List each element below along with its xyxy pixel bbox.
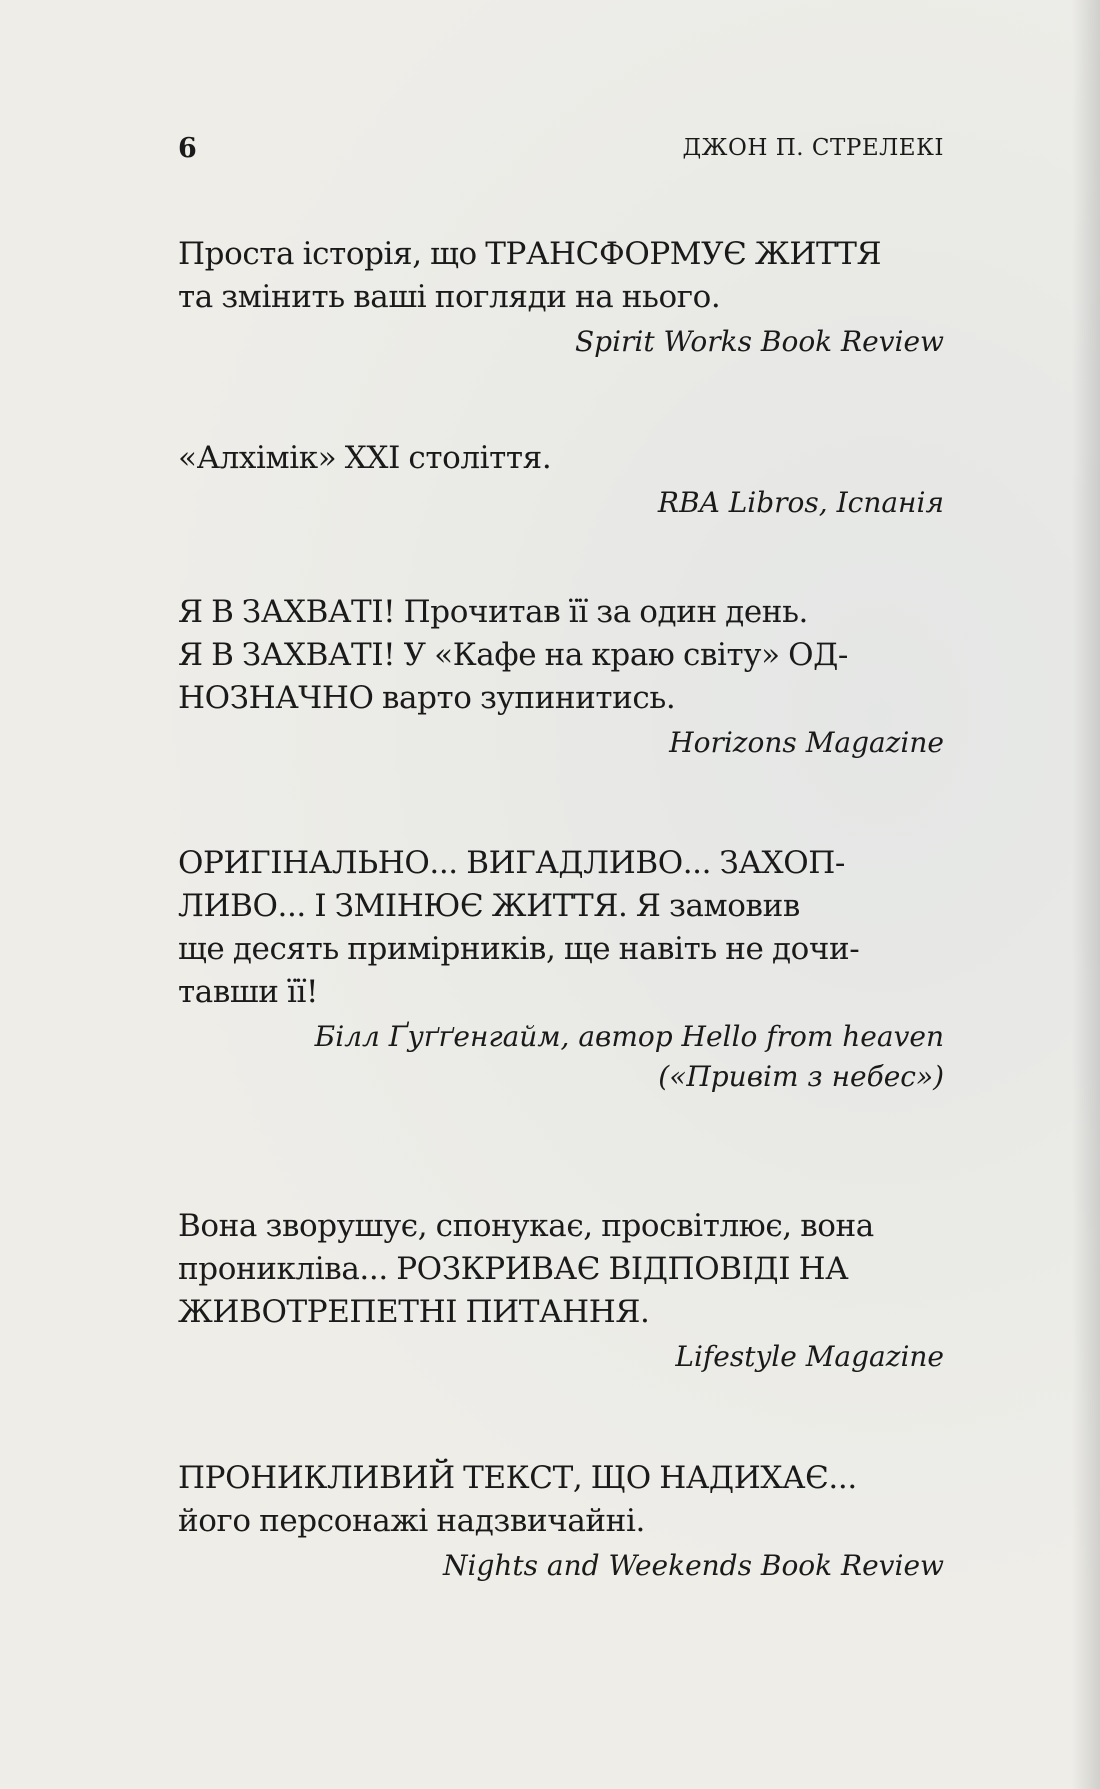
quote-2 xyxy=(178,437,944,523)
quote-6 xyxy=(178,1457,944,1586)
quote-line: «Алхімік» XXI століття. xyxy=(178,440,552,476)
quote-line: Проста історія, що ТРАНСФОРМУЄ ЖИТТЯ xyxy=(178,236,882,272)
quote-source: Spirit Works Book Review xyxy=(574,325,944,358)
quote-text xyxy=(178,437,944,480)
quote-line: НОЗНАЧНО варто зупинитись. xyxy=(178,680,676,716)
quote-text xyxy=(178,1457,944,1543)
quote-source-line2: («Привіт з небес») xyxy=(658,1060,944,1093)
quote-line: Я В ЗАХВАТІ! Прочитав її за один день. xyxy=(178,594,808,630)
page-number: 6 xyxy=(178,133,197,164)
quote-source: Lifestyle Magazine xyxy=(675,1340,944,1373)
quote-line: ПРОНИКЛИВИЙ ТЕКСТ, ЩО НАДИХАЄ... xyxy=(178,1460,857,1496)
quote-line: та змінить ваші погляди на нього. xyxy=(178,279,721,315)
quote-4 xyxy=(178,842,944,1097)
quote-line: проникліва... РОЗКРИВАЄ ВІДПОВІДІ НА xyxy=(178,1251,849,1287)
quote-line: його персонажі надзвичайні. xyxy=(178,1503,645,1539)
quote-line: ЖИВОТРЕПЕТНІ ПИТАННЯ. xyxy=(178,1294,650,1330)
page-edge-shadow xyxy=(1072,0,1100,1789)
quote-line: тавши її! xyxy=(178,974,319,1010)
quote-5 xyxy=(178,1205,944,1377)
quote-line: ще десять примірників, ще навіть не дочи- xyxy=(178,931,860,967)
quote-text xyxy=(178,233,944,319)
quote-source: RBA Libros, Іспанія xyxy=(657,486,944,519)
quote-1 xyxy=(178,233,944,362)
running-head-author: ДЖОН П. СТРЕЛЕКІ xyxy=(682,135,944,161)
quote-text xyxy=(178,842,944,1014)
quote-line: Вона зворушує, спонукає, просвітлює, вона xyxy=(178,1208,874,1244)
quote-source: Horizons Magazine xyxy=(669,726,944,759)
quote-line: Я В ЗАХВАТІ! У «Кафе на краю світу» ОД- xyxy=(178,637,849,673)
quote-source: Білл Ґуґґенгайм, автор Hello from heaven xyxy=(314,1020,944,1053)
quote-source: Nights and Weekends Book Review xyxy=(442,1549,944,1582)
quote-text xyxy=(178,591,944,720)
quote-line: ОРИГІНАЛЬНО... ВИГАДЛИВО... ЗАХОП- xyxy=(178,845,845,881)
quote-line: ЛИВО... І ЗМІНЮЄ ЖИТТЯ. Я замовив xyxy=(178,888,800,924)
quote-3 xyxy=(178,591,944,763)
quote-text xyxy=(178,1205,944,1334)
page-header xyxy=(178,133,944,173)
